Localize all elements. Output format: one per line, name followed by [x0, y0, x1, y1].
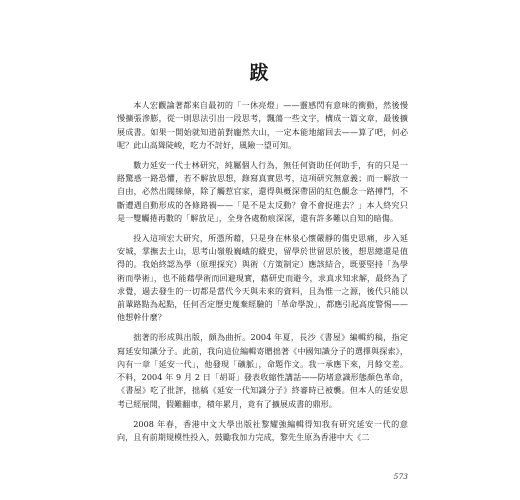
paragraph: 拙著的形成與出版，頗為曲折。2004 年夏，長沙《書屋》編輯約稿，指定寫延安知識分子。此前，我向這位編輯寄贈拙著《中國知識分子的選擇與探索》，內有一章「延安一代」，他發現「礦脈」，命題作文。我一承應下來，月餘交差。不料，2004 年 9 月 2 日「胡哥」發表收縮性講話——防堵意識形態顏色革命，《書屋》吃了批評，拙稿《延安一代知識分子》終審時已被襲。但本人的延安思考已經展開，假難翻車，積年累月，竟有了擴展成書的鼎形。 [117, 332, 408, 409]
paragraph: 投入這項宏大研究，所憑所藉，只是身在林泉心懷嚴靜的傷史思痛，步入延安城，掌撫去土山，思考山嶺般巍峨的縱史，留學於世留思於後，想思總還是值得的。我始終認為學（原理探究）與術（方策制定）應該結合，既要堅持「為學術而學術」，也不能藉學術而回避現實，藉研史而避今，求真求知求解，最終為了求覺，過去發生的一切都是當代今天與未來的資料，且為惟一之源，後代只能以前輩路點為起點，任何否定歷史蔑棄經驗的「革命學說」，都應引起高度警惕——他想幹什麼？ [117, 232, 408, 323]
paragraph: 本人宏觀論著都來自最初的「一休亮燈」——靈感閃有意味的衝動，然後慢慢擴張滲膨，從一則思法引出一段思考，飄蕩一些文字，構成一篇文章，最後擴展成書。如果一開始就知道前對龐然大山，一定本能地縮回去——算了吧，何必呢？此山高聳陡峻，吃力不討好，風險一望可知。 [117, 100, 408, 150]
body-text [117, 99, 408, 451]
paragraph: 數力延安一代士林研究，純屬個人行為，無任何資助任何助手，有的只是一路驚惑一路恐懼，若不解放思想，錄寫真實思考，這項研究無意義；而一解放一自由，必然出閥線條，除了觸惹官家，還得與概深帶固的紅色觀念一路搏鬥，不斷遭遇自動形成的各條路禍——「是不是太反動？會不會捉進去？」本人終究只是一雙觸捲再數的「解放足」，全身各處勒痕深深，還有許多難以自知的暗傷。 [117, 159, 408, 223]
page-number: 573 [393, 472, 408, 481]
page-title: 跋 [249, 62, 271, 84]
paragraph: 2008 年春，香港中文大學出版社黎耀強編輯得知我有研究延安一代的意向，且有前期規模性投入，鼓勵我加力完成，黎先生原為香港中大《二 [117, 418, 408, 442]
